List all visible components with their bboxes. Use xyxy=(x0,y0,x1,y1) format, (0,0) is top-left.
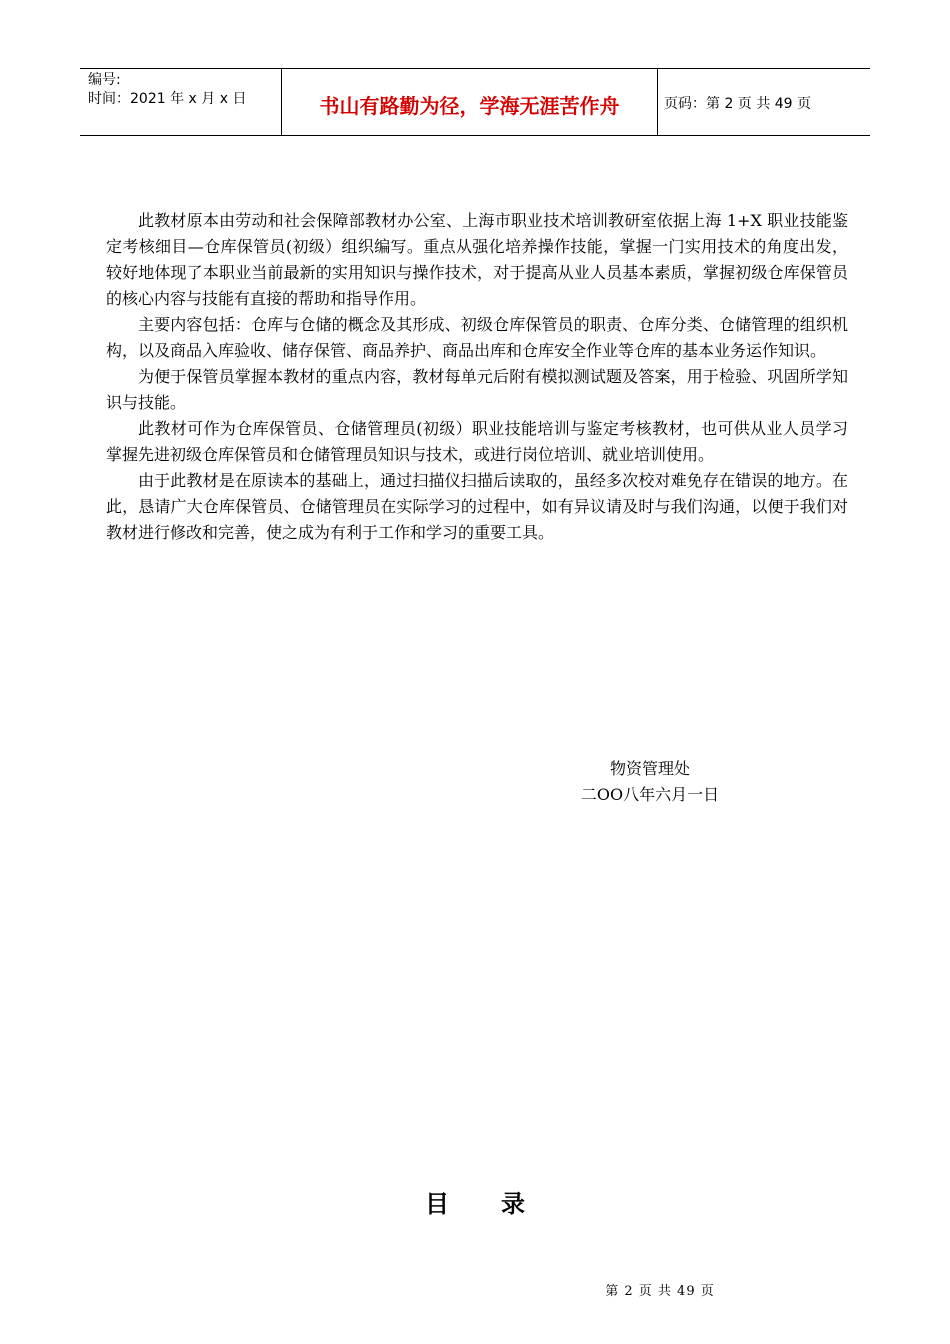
signature-department: 物资管理处 xyxy=(609,759,690,778)
page-footer: 第 2 页 共 49 页 xyxy=(605,1284,715,1299)
paragraph: 主要内容包括：仓库与仓储的概念及其形成、初级仓库保管员的职责、仓库分类、仓储管理的组织机构，以及商品入库验收、储存保管、商品养护、商品出库和仓库安全作业等仓库的基本业务运作知识。 xyxy=(106,315,848,360)
header-page-info: 页码：第 2 页 共 49 页 xyxy=(664,96,811,112)
document-number-label: 编号: xyxy=(88,72,121,88)
paragraph: 此教材可作为仓库保管员、仓储管理员(初级）职业技能培训与鉴定考核教材，也可供从业人员学习掌握先进初级仓库保管员和仓储管理员知识与技术，或进行岗位培训、就业培训使用。 xyxy=(106,419,848,464)
preface-body xyxy=(106,208,848,546)
signature-date: 二OO八年六月一日 xyxy=(580,785,720,804)
header-motto: 书山有路勤为径，学海无涯苦作舟 xyxy=(282,69,658,135)
paragraph: 为便于保管员掌握本教材的重点内容，教材每单元后附有模拟测试题及答案，用于检验、巩固所学知识与技能。 xyxy=(106,367,848,412)
signature-block xyxy=(560,756,740,808)
paragraph: 此教材原本由劳动和社会保障部教材办公室、上海市职业技术培训教研室依据上海 1+X 职业技能鉴定考核细目—仓库保管员(初级）组织编写。重点从强化培养操作技能，掌握一门实用技术的角度出发，较好地体现了本职业当前最新的实用知识与操作技术，对于提高从业人员基本素质，掌握初级仓库保管员的核心内容与技能有直接的帮助和指导作用。 xyxy=(106,211,848,308)
toc-title: 目录 xyxy=(425,1190,577,1218)
paragraph: 由于此教材是在原读本的基础上，通过扫描仪扫描后读取的，虽经多次校对难免存在错误的地方。在此，恳请广大仓库保管员、仓储管理员在实际学习的过程中，如有异议请及时与我们沟通，以便于我们对教材进行修改和完善，使之成为有利于工作和学习的重要工具。 xyxy=(106,471,848,542)
header-meta xyxy=(80,69,282,135)
document-time-label: 时间：2021 年 x 月 x 日 xyxy=(88,91,247,107)
page-header xyxy=(80,68,870,136)
